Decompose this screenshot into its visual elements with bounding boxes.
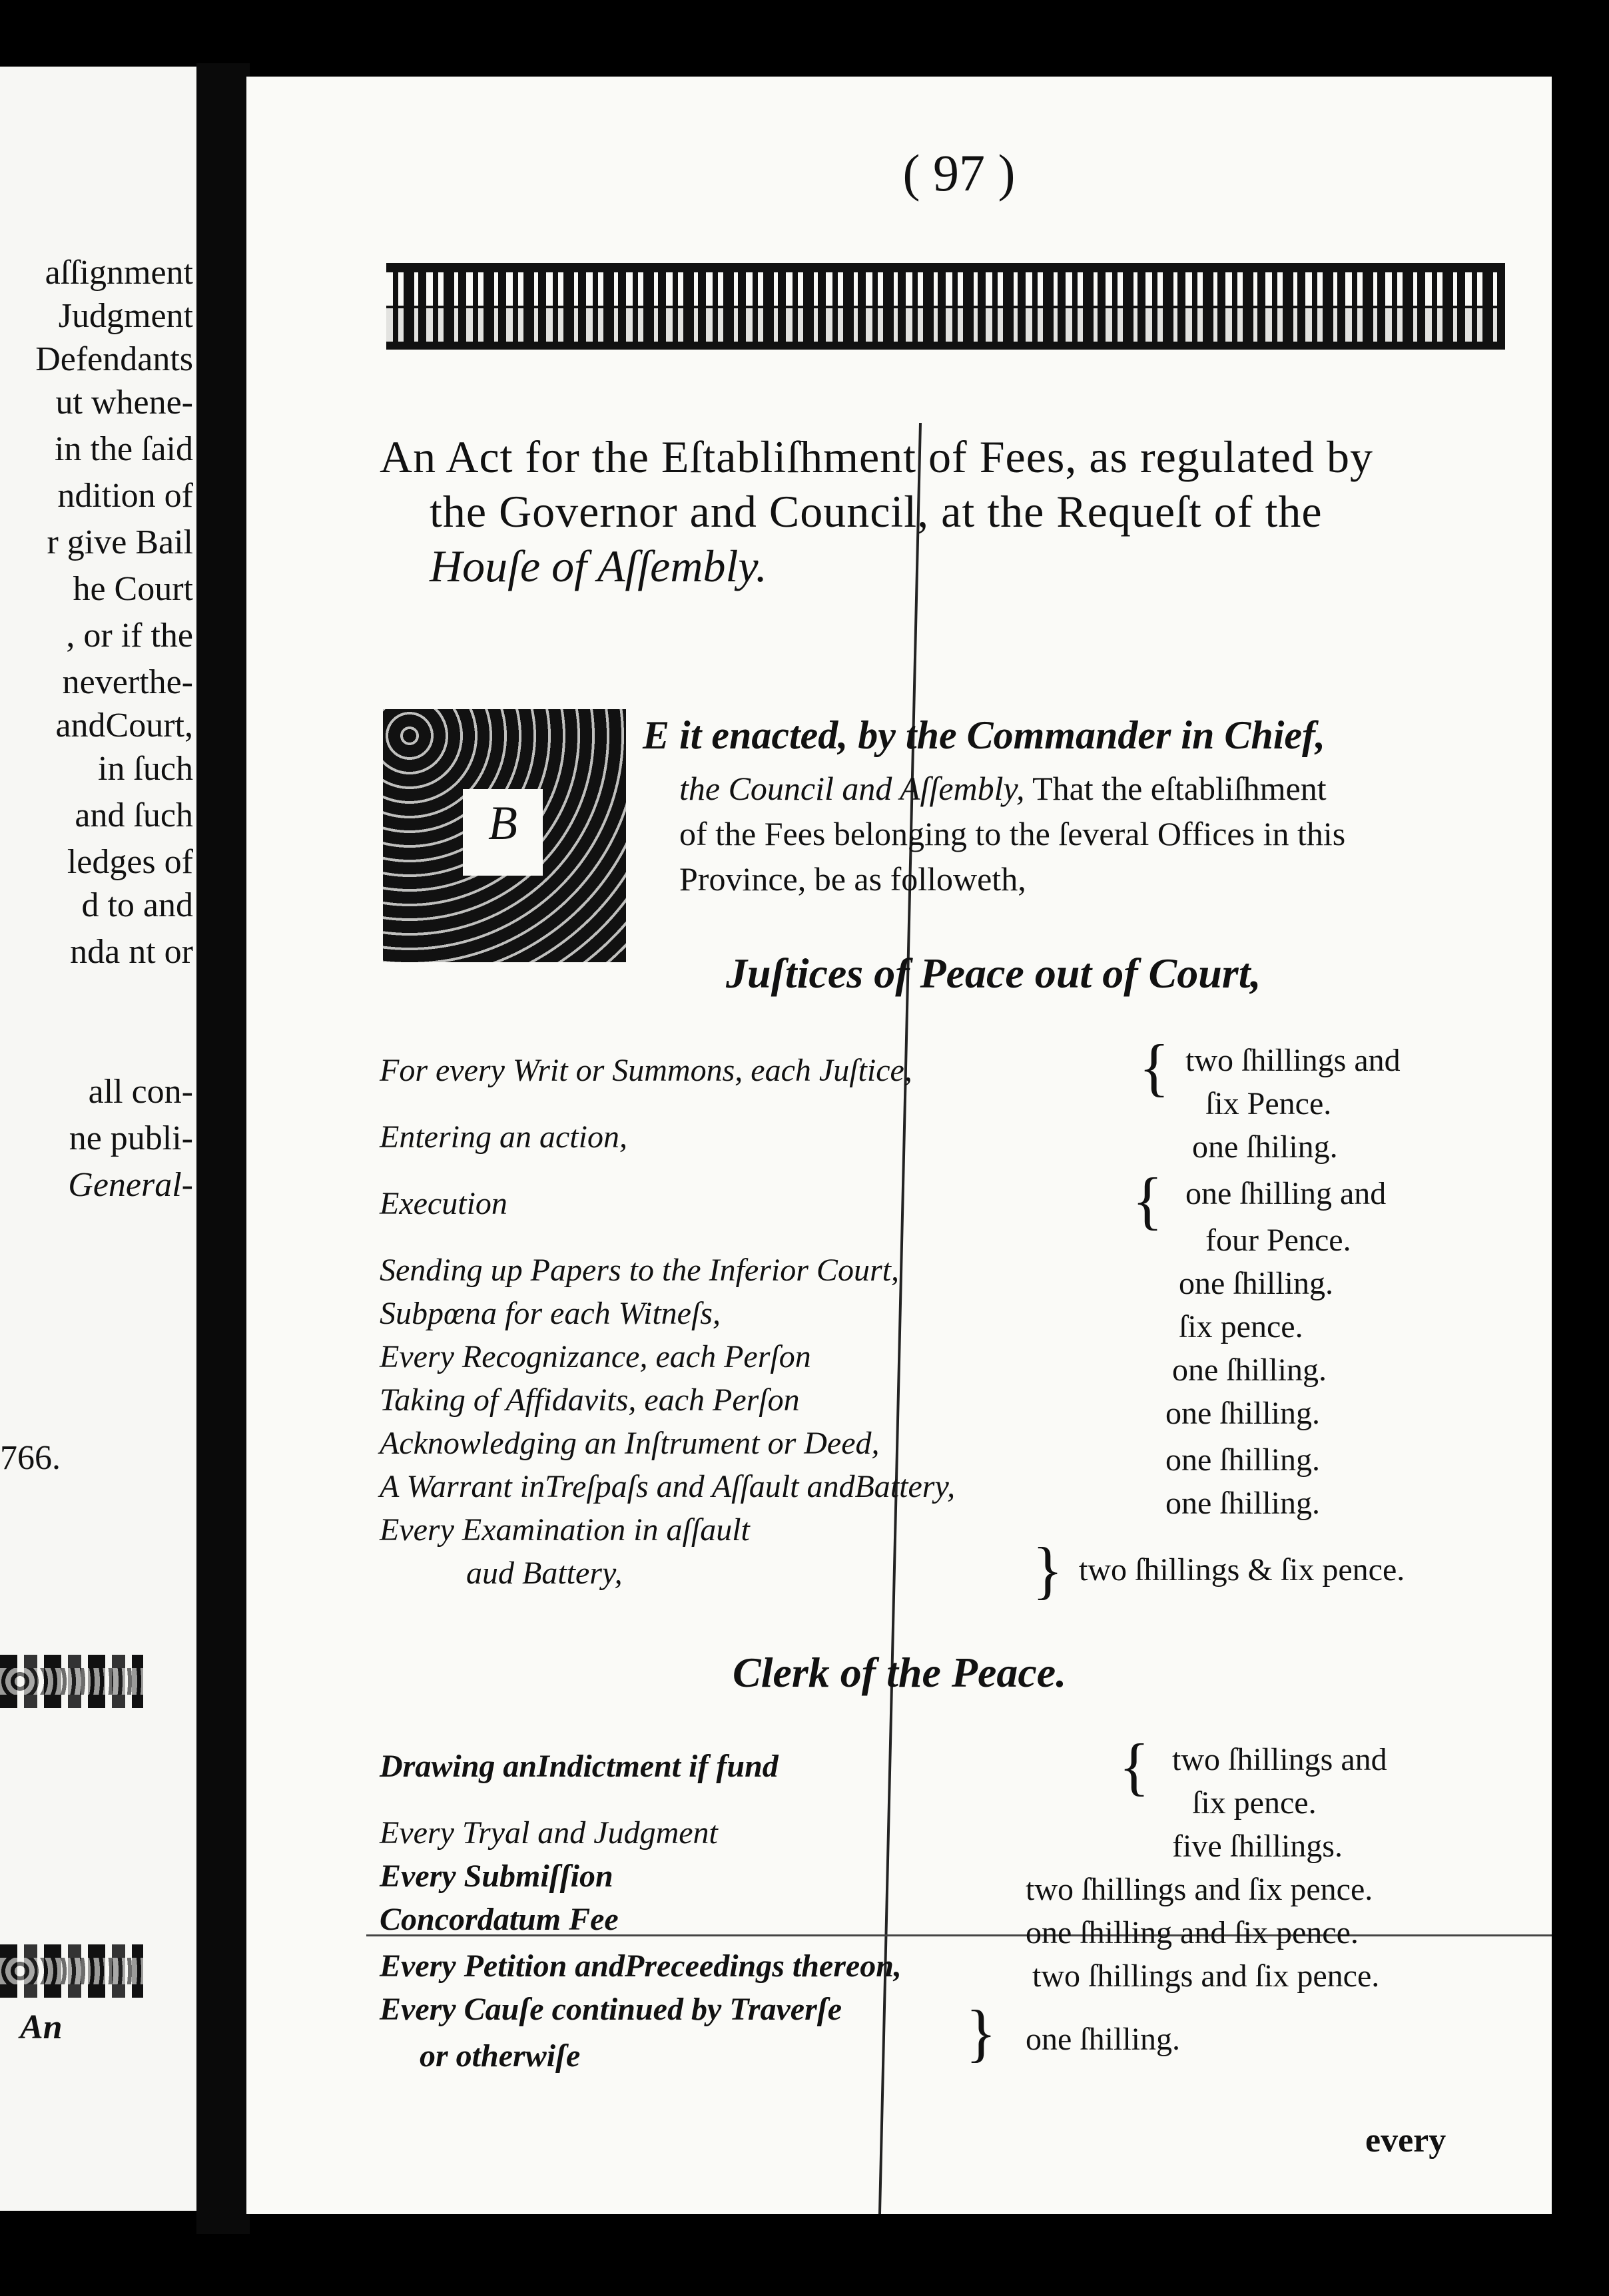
title-line: the Governor and Council, at the Requeſt of the [430, 486, 1323, 537]
fee-amount: one ſhilling. [1179, 1266, 1333, 1301]
fee-item: Subpœna for each Witneſs, [380, 1296, 721, 1331]
scan-line-artifact [878, 423, 922, 2214]
brace: } [1032, 1534, 1064, 1605]
left-line: aſſignment [45, 254, 193, 292]
decorated-initial [383, 709, 626, 962]
fee-amount: two ſhillings & ſix pence. [1079, 1552, 1405, 1587]
enacting-phrase: the Council and Aſſembly, [679, 770, 1025, 807]
left-line: andCourt, [55, 707, 193, 744]
fee-item: A Warrant inTreſpaſs and Aſſault andBattery, [380, 1469, 956, 1504]
fee-amount: four Pence. [1205, 1223, 1351, 1258]
section-heading: Clerk of the Peace. [733, 1649, 1067, 1696]
left-line: Defendants [35, 340, 193, 378]
fee-amount: two ſhillings and ſix pence. [1026, 1872, 1373, 1907]
fee-item-continued: aud Battery, [466, 1556, 623, 1591]
catchword: every [1365, 2122, 1447, 2159]
fee-item: Entering an action, [380, 1119, 627, 1155]
brace: { [1139, 1031, 1170, 1103]
fee-item: Acknowledging an Inſtrument or Deed, [380, 1426, 880, 1461]
fee-amount: one ſhilling. [1026, 2022, 1180, 2057]
left-line: nda nt or [70, 933, 193, 971]
left-ornament [0, 1655, 143, 1708]
left-line: he Court [73, 570, 193, 608]
left-line: neverthe- [62, 663, 193, 701]
fee-item: For every Writ or Summons, each Juſtice, [380, 1053, 912, 1088]
fee-amount: two ſhillings and [1185, 1043, 1401, 1078]
fee-amount: one ſhilling. [1165, 1442, 1320, 1478]
left-catchword: An [20, 2008, 63, 2046]
fee-amount: ſix pence. [1179, 1309, 1303, 1344]
left-line: r give Bail [47, 523, 193, 561]
previous-page-fragment [0, 67, 196, 2211]
enacting-text [679, 766, 1545, 902]
left-line: General- [68, 1166, 193, 1204]
fee-amount: one ſhilling. [1165, 1486, 1320, 1521]
fee-amount: one ſhilling and ſix pence. [1026, 1915, 1359, 1950]
left-line: in the ſaid [55, 430, 193, 468]
initial-letter: B [488, 796, 517, 850]
book-gutter [196, 63, 250, 2234]
brace: } [966, 1997, 997, 2068]
brace: { [1132, 1165, 1163, 1236]
fee-item: Execution [380, 1186, 507, 1221]
fee-amount: one ſhilling and [1185, 1176, 1387, 1211]
brace: { [1119, 1731, 1150, 1802]
left-line: , or if the [66, 617, 193, 655]
fee-item: Every Petition andPreceedings thereon, [380, 1948, 902, 1984]
fee-amount: two ſhillings and [1172, 1742, 1387, 1777]
left-ornament [0, 1944, 143, 1998]
left-line: ut whene- [55, 384, 193, 422]
enacting-clause: E it enacted, by the Commander in Chief, [643, 713, 1326, 757]
left-line: ndition of [57, 477, 193, 515]
header-ornament [386, 263, 1505, 350]
title-line: An Act for the Eſtabliſhment of Fees, as regulated by [380, 431, 1373, 482]
fee-item: Every Examination in aſſault [380, 1512, 750, 1548]
fee-item: Every Cauſe continued by Traverſe [380, 1992, 842, 2027]
left-line: d to and [81, 886, 193, 924]
left-line: Judgment [58, 297, 193, 335]
fee-amount: two ſhillings and ſix pence. [1032, 1958, 1380, 1994]
title-line: Houſe of Aſſembly. [430, 541, 767, 591]
fee-amount: one ſhiling. [1192, 1129, 1338, 1165]
page [246, 77, 1552, 2214]
fee-item-continued: or otherwiſe [420, 2038, 581, 2074]
fee-item: Drawing anIndictment if fund [380, 1749, 779, 1784]
left-line: in ſuch [98, 750, 193, 788]
section-heading: Juſtices of Peace out of Court, [726, 950, 1261, 997]
left-line: ne publi- [69, 1119, 193, 1157]
fee-amount: ſix Pence. [1205, 1086, 1332, 1121]
fee-amount: one ſhilling. [1172, 1352, 1327, 1388]
fee-item: Every Submiſſion [380, 1859, 613, 1894]
enacting-line: of the Fees belonging to the ſeveral Offices in this [679, 815, 1346, 852]
fee-item: Every Tryal and Judgment [380, 1815, 718, 1851]
enacting-line: Province, be as followeth, [679, 860, 1026, 898]
fee-amount: one ſhilling. [1165, 1396, 1320, 1431]
fee-item: Sending up Papers to the Inferior Court, [380, 1253, 899, 1288]
left-line: and ſuch [75, 796, 193, 834]
fee-amount: ſix pence. [1192, 1785, 1317, 1821]
left-line: ledges of [67, 843, 193, 881]
act-title [380, 430, 1545, 593]
page-number: ( 97 ) [902, 144, 1016, 202]
fee-amount: five ſhillings. [1172, 1829, 1343, 1864]
fee-item: Taking of Affidavits, each Perſon [380, 1382, 800, 1418]
fee-item: Every Recognizance, each Perſon [380, 1339, 811, 1374]
left-year: 766. [0, 1439, 61, 1477]
enacting-phrase: That the eſtabliſhment [1024, 770, 1327, 807]
left-line: all con- [88, 1073, 193, 1111]
fee-item: Concordatum Fee [380, 1902, 619, 1937]
